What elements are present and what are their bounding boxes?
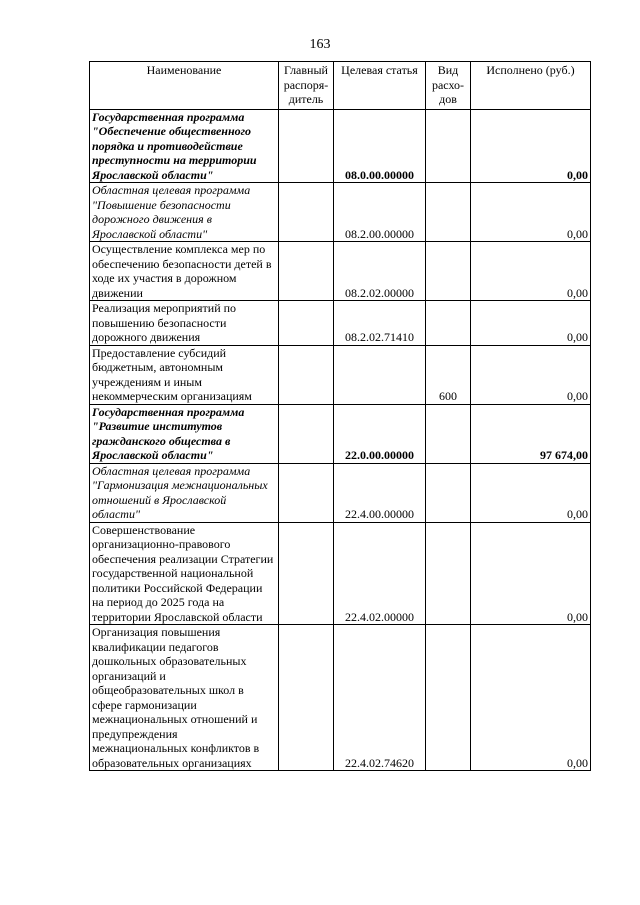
table-row [90, 625, 591, 771]
table-row [90, 301, 591, 346]
row-name: Государственная программа "Развитие институтов гражданского общества в Ярославской области" [90, 404, 279, 463]
table-row [90, 109, 591, 183]
row-amount: 0,00 [471, 522, 591, 625]
row-target-item: 08.2.00.00000 [334, 183, 426, 242]
row-name: Государственная программа "Обеспечение общественного порядка и противодействие преступности на территории Ярославской области" [90, 109, 279, 183]
row-target-item: 22.4.00.00000 [334, 463, 426, 522]
budget-table [89, 61, 591, 771]
row-main-manager [279, 345, 334, 404]
row-name: Областная целевая программа "Гармонизация межнациональных отношений в Ярославской области" [90, 463, 279, 522]
row-main-manager [279, 463, 334, 522]
row-expense-type [426, 404, 471, 463]
row-target-item: 22.0.00.00000 [334, 404, 426, 463]
header-expense-type: Вид расхо-дов [426, 62, 471, 110]
table-row [90, 463, 591, 522]
row-amount: 97 674,00 [471, 404, 591, 463]
row-main-manager [279, 109, 334, 183]
row-amount: 0,00 [471, 301, 591, 346]
page-number: 163 [309, 37, 331, 52]
row-name: Осуществление комплекса мер по обеспечению безопасности детей в ходе их участия в дорожном движении [90, 242, 279, 301]
row-main-manager [279, 625, 334, 771]
table-row [90, 242, 591, 301]
row-main-manager [279, 242, 334, 301]
row-target-item [334, 345, 426, 404]
row-name: Совершенствование организационно-правового обеспечения реализации Стратегии государственной национальной политики Российской Федерации на период до 2025 года на территории Ярославской области [90, 522, 279, 625]
row-target-item: 22.4.02.00000 [334, 522, 426, 625]
row-amount: 0,00 [471, 345, 591, 404]
row-expense-type [426, 109, 471, 183]
row-main-manager [279, 522, 334, 625]
row-name: Реализация мероприятий по повышению безопасности дорожного движения [90, 301, 279, 346]
row-expense-type [426, 242, 471, 301]
row-main-manager [279, 404, 334, 463]
row-name: Областная целевая программа "Повышение безопасности дорожного движения в Ярославской области" [90, 183, 279, 242]
row-target-item: 22.4.02.74620 [334, 625, 426, 771]
row-main-manager [279, 301, 334, 346]
row-expense-type [426, 522, 471, 625]
row-amount: 0,00 [471, 463, 591, 522]
row-target-item: 08.2.02.00000 [334, 242, 426, 301]
row-expense-type [426, 625, 471, 771]
row-main-manager [279, 183, 334, 242]
header-target-item: Целевая статья [334, 62, 426, 110]
row-expense-type [426, 183, 471, 242]
row-target-item: 08.2.02.71410 [334, 301, 426, 346]
row-expense-type [426, 301, 471, 346]
table-header-row [90, 62, 591, 110]
row-name: Организация повышения квалификации педагогов дошкольных образовательных организаций и общеобразовательных школ в сфере гармонизации межнациональных отношений и предупреждения межнациональных конфликтов в образовательных организациях [90, 625, 279, 771]
row-name: Предоставление субсидий бюджетным, автономным учреждениям и иным некоммерческим организациям [90, 345, 279, 404]
table-row [90, 404, 591, 463]
table-row [90, 345, 591, 404]
row-expense-type [426, 463, 471, 522]
row-expense-type: 600 [426, 345, 471, 404]
header-executed: Исполнено (руб.) [471, 62, 591, 110]
header-name: Наименование [90, 62, 279, 110]
row-target-item: 08.0.00.00000 [334, 109, 426, 183]
header-main-manager: Главный распоря-дитель [279, 62, 334, 110]
row-amount: 0,00 [471, 183, 591, 242]
table-row [90, 183, 591, 242]
row-amount: 0,00 [471, 109, 591, 183]
row-amount: 0,00 [471, 625, 591, 771]
table-row [90, 522, 591, 625]
row-amount: 0,00 [471, 242, 591, 301]
